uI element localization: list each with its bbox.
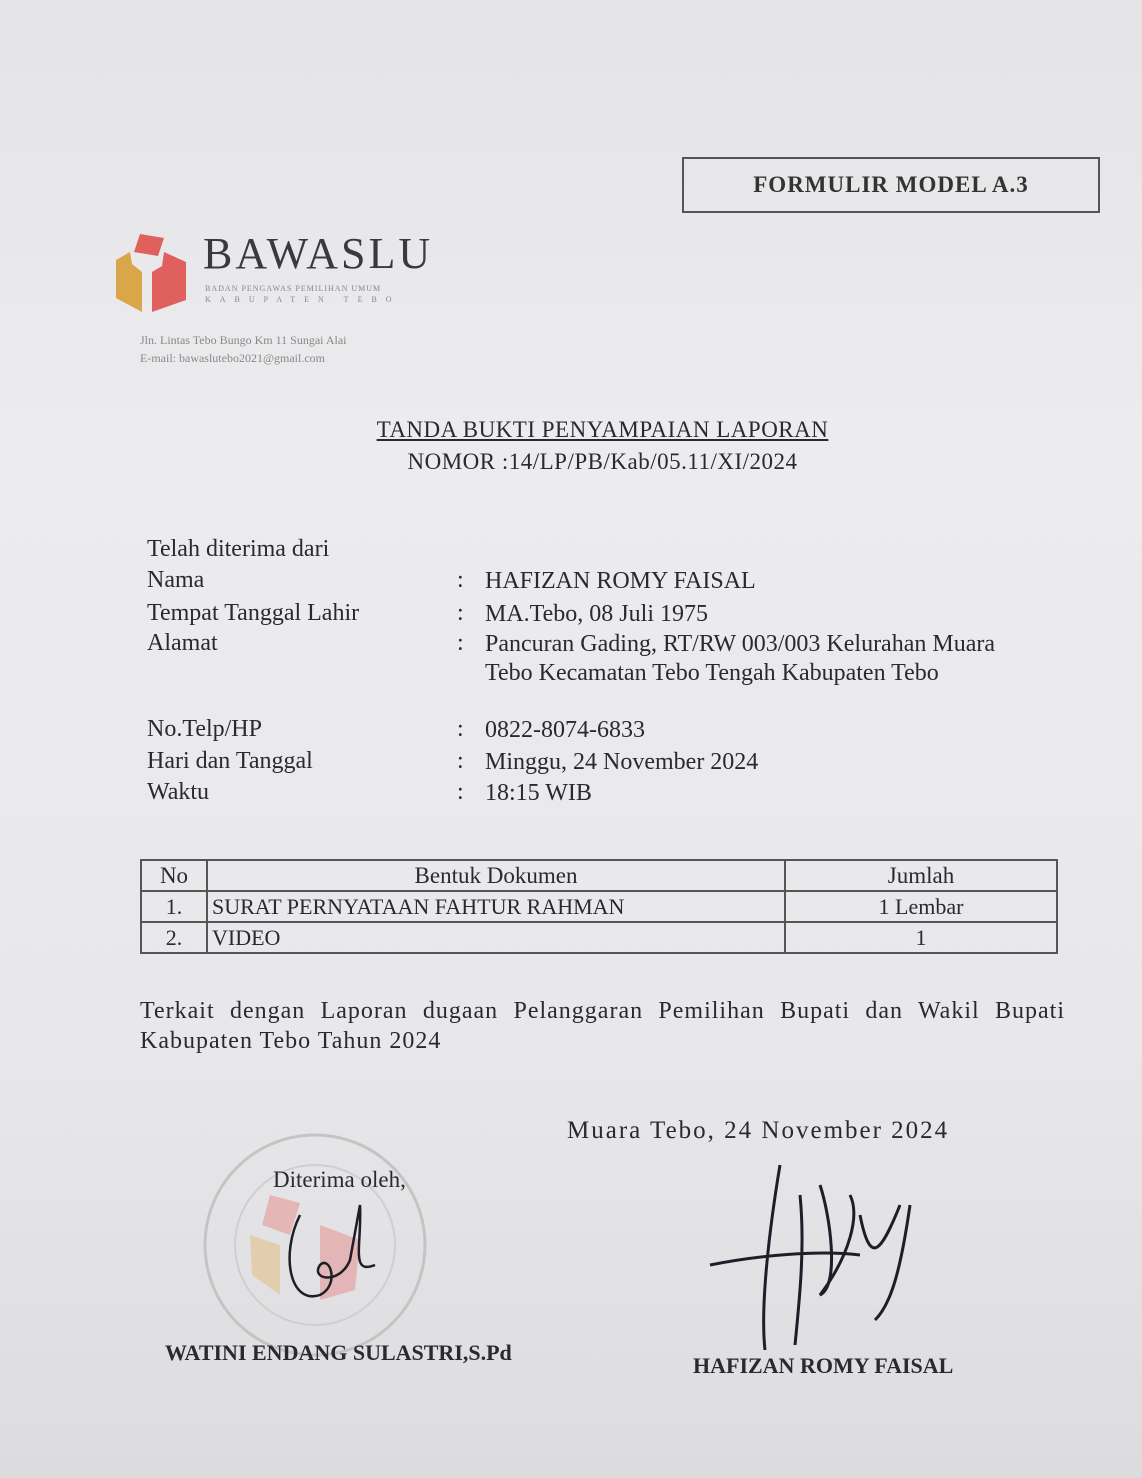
field-label: Alamat <box>147 630 218 656</box>
colon: : <box>457 716 464 742</box>
colon: : <box>457 630 464 656</box>
address-line: Jln. Lintas Tebo Bungo Km 11 Sungai Alai <box>140 333 347 347</box>
org-subtitle <box>205 283 401 305</box>
field-value: Pancuran Gading, RT/RW 003/003 Kelurahan Muara Tebo Kecamatan Tebo Tengah Kabupaten Tebo <box>485 631 995 686</box>
cell-count: 1 <box>785 922 1057 953</box>
intro-text: Telah diterima dari <box>147 536 330 562</box>
field-row-alamat <box>147 630 1045 688</box>
receiver-signature-icon <box>280 1185 390 1325</box>
table-row <box>141 891 1057 922</box>
field-value: Minggu, 24 November 2024 <box>485 749 759 775</box>
place-date: Muara Tebo, 24 November 2024 <box>567 1117 950 1144</box>
header-count: Jumlah <box>785 860 1057 891</box>
document-table <box>140 859 1058 954</box>
form-model-label: FORMULIR MODEL A.3 <box>682 157 1100 213</box>
colon: : <box>457 748 464 774</box>
org-name: BAWASLU <box>203 229 434 278</box>
reporter-signature-icon <box>700 1155 930 1355</box>
org-subtitle-1: BADAN PENGAWAS PEMILIHAN UMUM <box>205 284 382 293</box>
received-by-label: Diterima oleh, <box>273 1167 406 1192</box>
org-address <box>140 331 347 367</box>
field-row-tanggal <box>147 748 1045 777</box>
receiver-name: WATINI ENDANG SULASTRI,S.Pd <box>165 1340 512 1365</box>
reporter-name: HAFIZAN ROMY FAISAL <box>693 1353 954 1378</box>
cell-count: 1 Lembar <box>785 891 1057 922</box>
report-description: Terkait dengan Laporan dugaan Pelanggaran Pemilihan Bupati dan Wakil Bupati Kabupaten Tebo Tahun 2024 <box>140 998 1065 1054</box>
field-row-nama <box>147 567 1045 596</box>
field-label: Nama <box>147 567 205 593</box>
document-title: TANDA BUKTI PENYAMPAIAN LAPORAN <box>376 417 829 442</box>
field-value: MA.Tebo, 08 Juli 1975 <box>485 601 708 627</box>
colon: : <box>457 600 464 626</box>
field-value: 18:15 WIB <box>485 780 592 806</box>
document-number: NOMOR :14/LP/PB/Kab/05.11/XI/2024 <box>407 449 798 474</box>
cell-document: SURAT PERNYATAAN FAHTUR RAHMAN <box>207 891 785 922</box>
header-no: No <box>141 860 207 891</box>
bawaslu-logo-icon <box>112 232 192 314</box>
field-label: Hari dan Tanggal <box>147 748 313 774</box>
email-line: E-mail: bawaslutebo2021@gmail.com <box>140 351 326 365</box>
field-value: HAFIZAN ROMY FAISAL <box>485 568 756 594</box>
field-row-ttl <box>147 600 1045 629</box>
field-row-telp <box>147 716 1045 745</box>
cell-no: 1. <box>141 891 207 922</box>
field-label: Tempat Tanggal Lahir <box>147 600 360 626</box>
field-value: 0822-8074-6833 <box>485 717 645 743</box>
org-subtitle-2: KABUPATEN TEBO <box>205 295 401 304</box>
colon: : <box>457 567 464 593</box>
table-header <box>141 860 1057 891</box>
field-label: Waktu <box>147 779 210 805</box>
table-row <box>141 922 1057 953</box>
cell-no: 2. <box>141 922 207 953</box>
header-document: Bentuk Dokumen <box>207 860 785 891</box>
field-label: No.Telp/HP <box>147 716 262 742</box>
cell-document: VIDEO <box>207 922 785 953</box>
colon: : <box>457 779 464 805</box>
field-row-waktu <box>147 779 1045 808</box>
